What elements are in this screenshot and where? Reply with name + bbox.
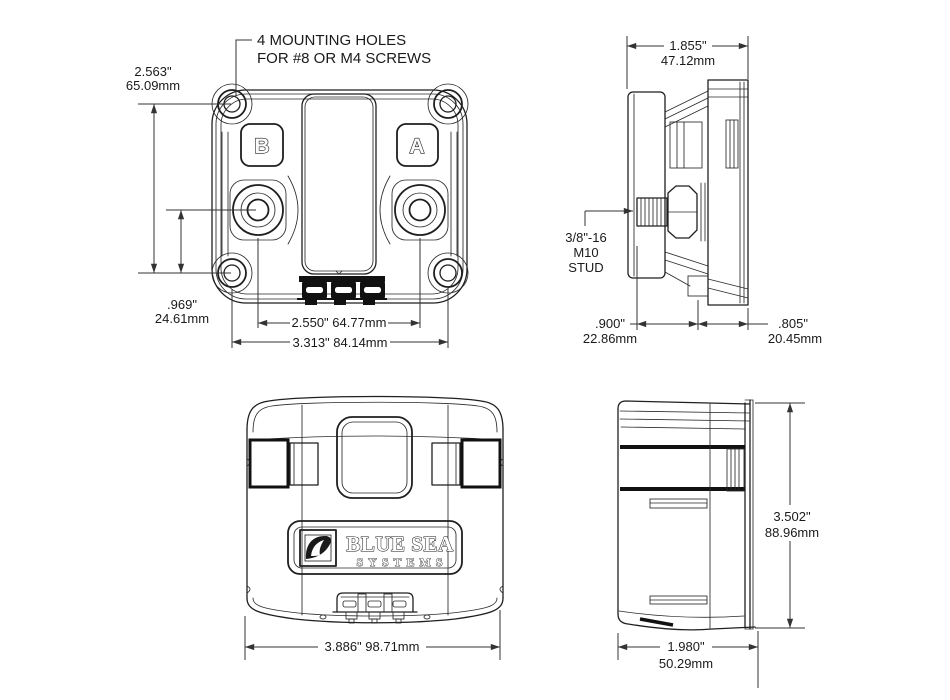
front-height-mm: 65.09mm (125, 78, 181, 93)
stud-label: STUD (568, 260, 604, 275)
threaded-stud (637, 183, 705, 241)
brand-logo-plate (288, 521, 462, 574)
stud-metric-spec: M10 (573, 245, 599, 260)
button-b (241, 124, 283, 166)
rear-center-knob (337, 417, 412, 498)
mounting-holes-callout (236, 32, 431, 96)
rear-clamp-right (432, 440, 500, 487)
front-wire-connector (297, 276, 387, 305)
stud-offset-inches: .969" (167, 297, 197, 312)
front-height-inches: 2.563" (134, 64, 172, 79)
depth-inches: 1.855" (669, 38, 707, 53)
button-a (397, 124, 438, 166)
side-view-top (565, 36, 822, 346)
callout-line1: 4 MOUNTING HOLES (257, 32, 407, 49)
hole-spacing-value: 3.313" 84.14mm (292, 335, 388, 350)
side-profile-bottom-body (618, 400, 755, 630)
side-view-bottom (618, 400, 819, 688)
side-height-inches: 3.502" (773, 509, 811, 524)
rear-clamp-left (250, 440, 318, 487)
mounting-hole-bottom-right (428, 253, 468, 293)
front-view (126, 32, 468, 350)
rear-wire-connector (333, 593, 417, 623)
dimension-side-depth (627, 36, 748, 89)
terminal-stud-right (380, 176, 448, 244)
stud-spacing-value: 2.550" 64.77mm (291, 315, 387, 330)
flange-depth-inches: .805" (778, 316, 808, 331)
rear-housing-outline (247, 397, 503, 623)
rear-width-value: 3.886" 98.71mm (324, 639, 420, 654)
dimension-front-stud-offset (155, 210, 209, 326)
side-profile-body (628, 80, 748, 305)
logo-text-blue-sea: BLUE SEA (346, 532, 454, 556)
stud-length-mm: 22.86mm (582, 331, 638, 346)
logo-text-systems: SYSTEMS (356, 555, 448, 569)
button-b-label: B (254, 135, 270, 158)
button-a-label: A (409, 135, 425, 158)
side-height-mm: 88.96mm (764, 525, 820, 540)
dimension-side-height (755, 403, 819, 628)
side-depth-mm: 50.29mm (658, 656, 714, 671)
callout-line2: FOR #8 OR M4 SCREWS (257, 50, 432, 67)
stud-thread-spec: 3/8"-16 (565, 230, 607, 245)
wave-icon (300, 530, 336, 566)
front-center-panel (302, 94, 376, 274)
dimension-side-bottom-depth (618, 631, 758, 688)
stud-callout (565, 211, 633, 275)
flange-depth-mm: 20.45mm (767, 331, 823, 346)
rear-view (245, 397, 503, 661)
stud-length-inches: .900" (595, 316, 625, 331)
stud-offset-mm: 24.61mm (154, 311, 210, 326)
depth-mm: 47.12mm (660, 53, 716, 68)
side-depth-inches: 1.980" (667, 639, 705, 654)
